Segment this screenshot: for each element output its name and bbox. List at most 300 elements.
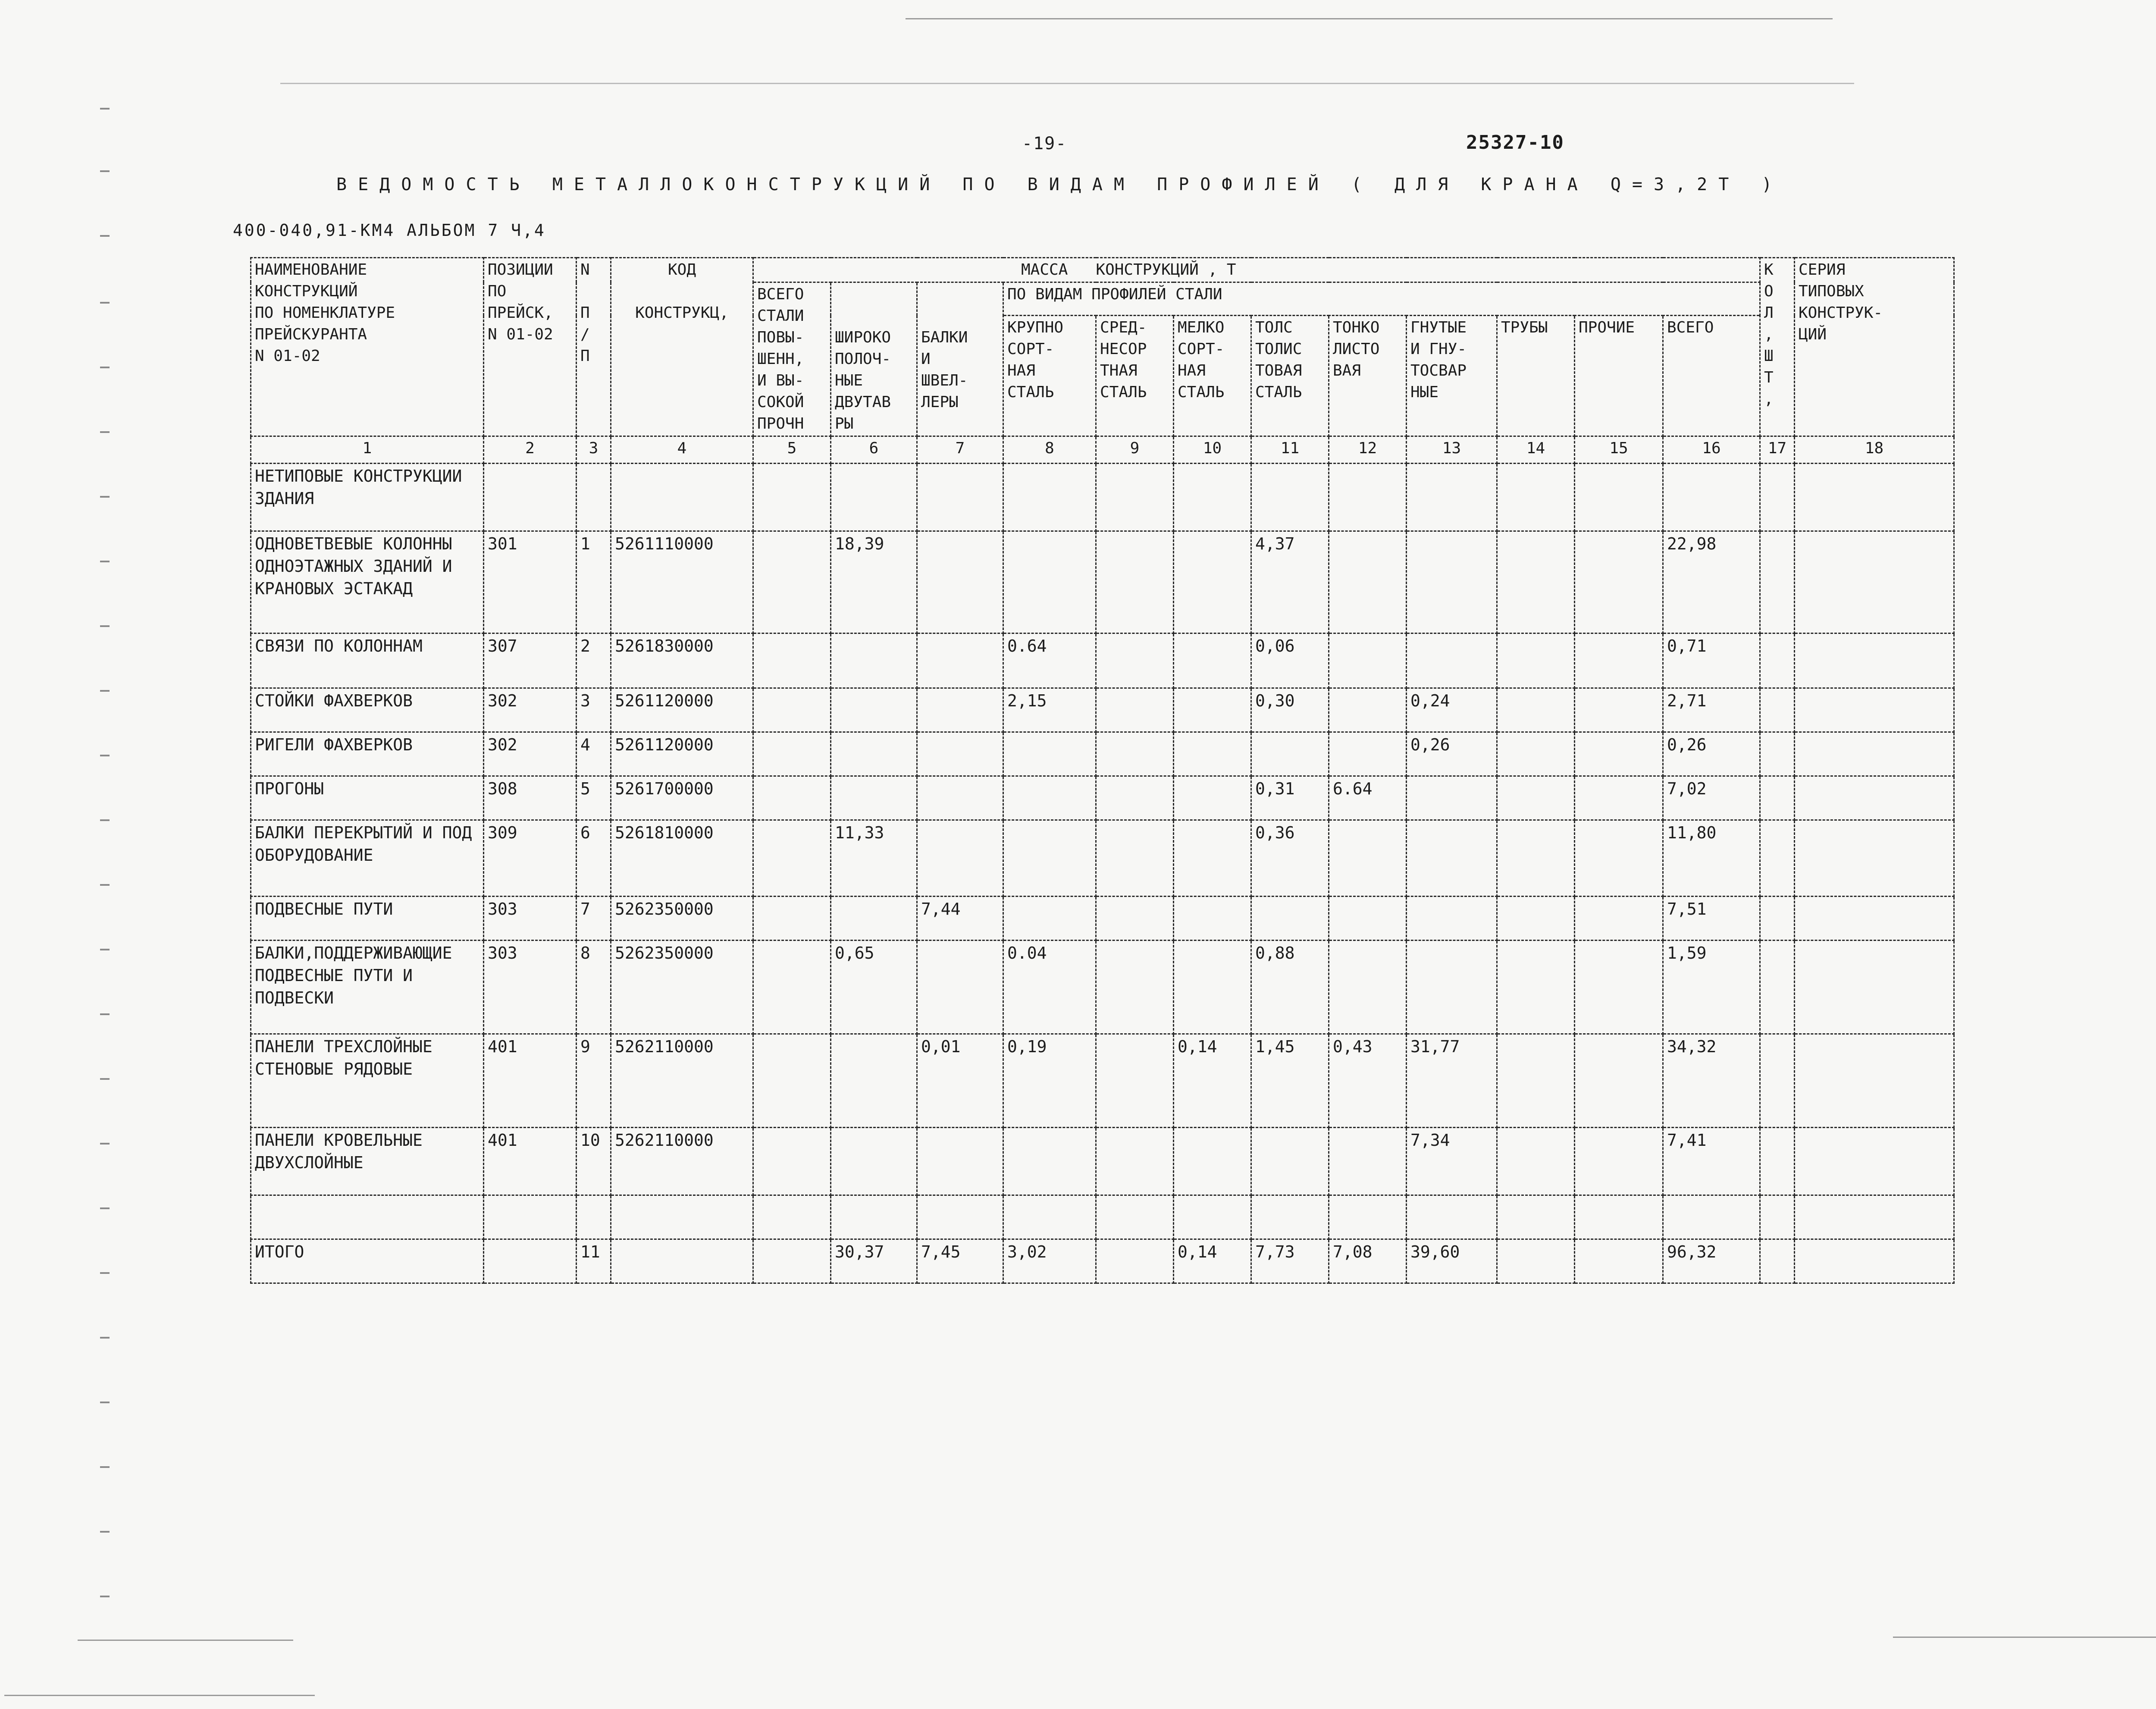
row-other bbox=[1575, 776, 1663, 820]
row-medium-section bbox=[1096, 1195, 1174, 1239]
row-number bbox=[577, 464, 611, 531]
margin-mark bbox=[100, 625, 110, 627]
margin-mark bbox=[100, 1337, 110, 1339]
margin-mark bbox=[100, 1078, 110, 1080]
sub-high-strength: ПОВЫ- ШЕНН, И ВЫ- СОКОЙ ПРОЧН bbox=[757, 329, 804, 433]
row-total bbox=[1663, 464, 1760, 531]
row-high-strength bbox=[753, 1034, 831, 1128]
row-wide-flange: 30,37 bbox=[831, 1239, 917, 1283]
table-row bbox=[251, 633, 1954, 688]
table-row bbox=[251, 732, 1954, 776]
row-beams-channels: 7,44 bbox=[917, 897, 1003, 941]
col-number: 13 bbox=[1407, 436, 1497, 464]
row-heavy-section: 3,02 bbox=[1003, 1239, 1096, 1283]
scan-top-line-2 bbox=[280, 83, 1854, 84]
col-number: 1 bbox=[251, 436, 484, 464]
row-position: 309 bbox=[484, 820, 577, 897]
row-beams-channels bbox=[917, 633, 1003, 688]
row-heavy-section: 0,19 bbox=[1003, 1034, 1096, 1128]
row-thin-sheet bbox=[1329, 688, 1407, 732]
row-series bbox=[1795, 464, 1954, 531]
row-thin-sheet bbox=[1329, 897, 1407, 941]
row-position bbox=[484, 1239, 577, 1283]
row-series bbox=[1795, 732, 1954, 776]
row-bent bbox=[1407, 941, 1497, 1034]
row-name: ОДНОВЕТВЕВЫЕ КОЛОННЫ ОДНОЭТАЖНЫХ ЗДАНИЙ И КРАНОВЫХ ЭСТАКАД bbox=[251, 531, 484, 633]
row-high-strength bbox=[753, 1195, 831, 1239]
row-heavy-section bbox=[1003, 897, 1096, 941]
row-name: БАЛКИ,ПОДДЕРЖИВАЮЩИЕ ПОДВЕСНЫЕ ПУТИ И ПОДВЕСКИ bbox=[251, 941, 484, 1034]
row-position: 401 bbox=[484, 1034, 577, 1128]
table-row bbox=[251, 1128, 1954, 1195]
margin-mark bbox=[100, 884, 110, 886]
row-medium-section bbox=[1096, 941, 1174, 1034]
row-beams-channels bbox=[917, 531, 1003, 633]
row-name bbox=[251, 1195, 484, 1239]
row-thick-sheet bbox=[1251, 1128, 1329, 1195]
row-wide-flange bbox=[831, 464, 917, 531]
row-medium-section bbox=[1096, 531, 1174, 633]
row-pipes bbox=[1497, 1128, 1575, 1195]
header-thin-sheet: ТОНКО ЛИСТО ВАЯ bbox=[1329, 316, 1407, 436]
row-pipes bbox=[1497, 464, 1575, 531]
row-wide-flange: 0,65 bbox=[831, 941, 917, 1034]
row-name: ПАНЕЛИ ТРЕХСЛОЙНЫЕ СТЕНОВЫЕ РЯДОВЫЕ bbox=[251, 1034, 484, 1128]
row-series bbox=[1795, 531, 1954, 633]
row-name: РИГЕЛИ ФАХВЕРКОВ bbox=[251, 732, 484, 776]
row-thick-sheet bbox=[1251, 897, 1329, 941]
margin-mark bbox=[100, 1466, 110, 1468]
row-series bbox=[1795, 820, 1954, 897]
row-other bbox=[1575, 897, 1663, 941]
row-total: 2,71 bbox=[1663, 688, 1760, 732]
table-row bbox=[251, 688, 1954, 732]
row-number: 4 bbox=[577, 732, 611, 776]
row-code: 5261700000 bbox=[611, 776, 753, 820]
table-row bbox=[251, 941, 1954, 1034]
row-bent bbox=[1407, 776, 1497, 820]
row-high-strength bbox=[753, 633, 831, 688]
row-medium-section bbox=[1096, 776, 1174, 820]
row-medium-section bbox=[1096, 688, 1174, 732]
row-name: ПРОГОНЫ bbox=[251, 776, 484, 820]
col-number: 4 bbox=[611, 436, 753, 464]
row-number bbox=[577, 1195, 611, 1239]
col-number: 14 bbox=[1497, 436, 1575, 464]
row-wide-flange bbox=[831, 732, 917, 776]
row-pipes bbox=[1497, 1034, 1575, 1128]
col-number: 7 bbox=[917, 436, 1003, 464]
margin-mark bbox=[100, 1143, 110, 1145]
row-position: 303 bbox=[484, 897, 577, 941]
row-high-strength bbox=[753, 732, 831, 776]
row-number: 1 bbox=[577, 531, 611, 633]
row-high-strength bbox=[753, 1128, 831, 1195]
row-position bbox=[484, 464, 577, 531]
row-light-section bbox=[1174, 531, 1251, 633]
row-position: 303 bbox=[484, 941, 577, 1034]
row-kol bbox=[1760, 897, 1795, 941]
table-row bbox=[251, 820, 1954, 897]
row-kol bbox=[1760, 1034, 1795, 1128]
header-position: ПОЗИЦИИ ПО ПРЕЙСК, N 01-02 bbox=[484, 258, 577, 436]
row-thick-sheet: 1,45 bbox=[1251, 1034, 1329, 1128]
row-other bbox=[1575, 633, 1663, 688]
row-kol bbox=[1760, 633, 1795, 688]
margin-mark bbox=[100, 235, 110, 237]
row-other bbox=[1575, 1128, 1663, 1195]
row-total: 22,98 bbox=[1663, 531, 1760, 633]
margin-mark bbox=[100, 302, 110, 304]
row-code: 5261120000 bbox=[611, 732, 753, 776]
row-pipes bbox=[1497, 688, 1575, 732]
row-number: 2 bbox=[577, 633, 611, 688]
row-code: 5261810000 bbox=[611, 820, 753, 897]
row-kol bbox=[1760, 732, 1795, 776]
mass-group-label: МАССА КОНСТРУКЦИЙ , Т bbox=[1021, 261, 1236, 279]
row-series bbox=[1795, 941, 1954, 1034]
row-thick-sheet: 7,73 bbox=[1251, 1239, 1329, 1283]
col-number: 15 bbox=[1575, 436, 1663, 464]
row-series bbox=[1795, 1195, 1954, 1239]
row-high-strength bbox=[753, 820, 831, 897]
row-wide-flange bbox=[831, 897, 917, 941]
row-thick-sheet: 0,31 bbox=[1251, 776, 1329, 820]
row-total: 0,26 bbox=[1663, 732, 1760, 776]
row-high-strength bbox=[753, 897, 831, 941]
row-number: 5 bbox=[577, 776, 611, 820]
row-other bbox=[1575, 941, 1663, 1034]
header-series: СЕРИЯ ТИПОВЫХ КОНСТРУК- ЦИЙ bbox=[1795, 258, 1954, 436]
row-code: 5262350000 bbox=[611, 897, 753, 941]
scan-bottom-line bbox=[78, 1640, 293, 1641]
col-number: 2 bbox=[484, 436, 577, 464]
row-high-strength bbox=[753, 464, 831, 531]
row-total: 7,41 bbox=[1663, 1128, 1760, 1195]
header-mass-group bbox=[753, 258, 1760, 282]
row-wide-flange bbox=[831, 633, 917, 688]
row-name: НЕТИПОВЫЕ КОНСТРУКЦИИ ЗДАНИЯ bbox=[251, 464, 484, 531]
row-bent bbox=[1407, 897, 1497, 941]
header-thick-sheet: ТОЛС ТОЛИС ТОВАЯ СТАЛЬ bbox=[1251, 316, 1329, 436]
row-bent bbox=[1407, 633, 1497, 688]
row-bent: 7,34 bbox=[1407, 1128, 1497, 1195]
row-number: 7 bbox=[577, 897, 611, 941]
column-number-row bbox=[251, 436, 1954, 464]
row-light-section bbox=[1174, 464, 1251, 531]
table-row bbox=[251, 464, 1954, 531]
margin-mark bbox=[100, 367, 110, 368]
row-series bbox=[1795, 633, 1954, 688]
table-row bbox=[251, 776, 1954, 820]
row-name: ИТОГО bbox=[251, 1239, 484, 1283]
row-total: 96,32 bbox=[1663, 1239, 1760, 1283]
document-subtitle: 400-040,91-КМ4 АЛЬБОМ 7 Ч,4 bbox=[233, 221, 546, 240]
row-pipes bbox=[1497, 1195, 1575, 1239]
row-bent: 0,24 bbox=[1407, 688, 1497, 732]
row-beams-channels bbox=[917, 776, 1003, 820]
row-thin-sheet: 0,43 bbox=[1329, 1034, 1407, 1128]
margin-mark bbox=[100, 949, 110, 950]
document-number: 25327-10 bbox=[1466, 132, 1564, 154]
row-wide-flange bbox=[831, 776, 917, 820]
row-beams-channels bbox=[917, 464, 1003, 531]
row-other bbox=[1575, 688, 1663, 732]
header-name: НАИМЕНОВАНИЕ КОНСТРУКЦИЙ ПО НОМЕНКЛАТУРЕ ПРЕЙСКУРАНТА N 01-02 bbox=[251, 258, 484, 436]
row-pipes bbox=[1497, 776, 1575, 820]
row-other bbox=[1575, 1195, 1663, 1239]
row-code: 5261830000 bbox=[611, 633, 753, 688]
margin-mark bbox=[100, 755, 110, 756]
row-thick-sheet bbox=[1251, 464, 1329, 531]
table-row bbox=[251, 1034, 1954, 1128]
row-beams-channels bbox=[917, 688, 1003, 732]
row-thick-sheet bbox=[1251, 732, 1329, 776]
row-thin-sheet bbox=[1329, 820, 1407, 897]
row-medium-section bbox=[1096, 633, 1174, 688]
row-pipes bbox=[1497, 633, 1575, 688]
row-thin-sheet: 7,08 bbox=[1329, 1239, 1407, 1283]
row-wide-flange bbox=[831, 1195, 917, 1239]
row-number: 11 bbox=[577, 1239, 611, 1283]
row-code: 5262350000 bbox=[611, 941, 753, 1034]
row-name: ПАНЕЛИ КРОВЕЛЬНЫЕ ДВУХСЛОЙНЫЕ bbox=[251, 1128, 484, 1195]
col-number: 3 bbox=[577, 436, 611, 464]
row-pipes bbox=[1497, 941, 1575, 1034]
row-heavy-section bbox=[1003, 776, 1096, 820]
document-title: ВЕДОМОСТЬ МЕТАЛЛОКОНСТРУКЦИЙ ПО ВИДАМ ПРОФИЛЕЙ ( ДЛЯ КРАНА Q=3,2Т ) bbox=[336, 175, 1783, 194]
row-beams-channels: 0,01 bbox=[917, 1034, 1003, 1128]
row-heavy-section bbox=[1003, 531, 1096, 633]
margin-mark bbox=[100, 1402, 110, 1403]
row-medium-section bbox=[1096, 1239, 1174, 1283]
row-thick-sheet bbox=[1251, 1195, 1329, 1239]
header-light-section: МЕЛКО СОРТ- НАЯ СТАЛЬ bbox=[1174, 316, 1251, 436]
row-total: 0,71 bbox=[1663, 633, 1760, 688]
margin-mark bbox=[100, 819, 110, 821]
row-series bbox=[1795, 776, 1954, 820]
col-number: 16 bbox=[1663, 436, 1760, 464]
row-light-section bbox=[1174, 897, 1251, 941]
row-thin-sheet bbox=[1329, 941, 1407, 1034]
row-high-strength bbox=[753, 941, 831, 1034]
header-kol: К О Л , Ш Т , bbox=[1760, 258, 1795, 436]
row-thick-sheet: 0,06 bbox=[1251, 633, 1329, 688]
row-heavy-section bbox=[1003, 732, 1096, 776]
row-wide-flange bbox=[831, 688, 917, 732]
row-beams-channels bbox=[917, 1128, 1003, 1195]
row-light-section bbox=[1174, 688, 1251, 732]
row-code bbox=[611, 1195, 753, 1239]
col-number: 9 bbox=[1096, 436, 1174, 464]
row-number: 3 bbox=[577, 688, 611, 732]
row-bent bbox=[1407, 820, 1497, 897]
row-other bbox=[1575, 820, 1663, 897]
row-pipes bbox=[1497, 1239, 1575, 1283]
row-kol bbox=[1760, 464, 1795, 531]
row-heavy-section: 2,15 bbox=[1003, 688, 1096, 732]
header-medium-section: СРЕД- НЕСОР ТНАЯ СТАЛЬ bbox=[1096, 316, 1174, 436]
row-pipes bbox=[1497, 820, 1575, 897]
row-light-section bbox=[1174, 941, 1251, 1034]
row-code: 5262110000 bbox=[611, 1128, 753, 1195]
header-beams-channels bbox=[917, 282, 1003, 436]
row-kol bbox=[1760, 1195, 1795, 1239]
col-number: 17 bbox=[1760, 436, 1795, 464]
row-thin-sheet bbox=[1329, 464, 1407, 531]
row-beams-channels bbox=[917, 732, 1003, 776]
row-pipes bbox=[1497, 531, 1575, 633]
row-position bbox=[484, 1195, 577, 1239]
row-total: 7,02 bbox=[1663, 776, 1760, 820]
col-number: 10 bbox=[1174, 436, 1251, 464]
row-thin-sheet bbox=[1329, 1128, 1407, 1195]
row-pipes bbox=[1497, 897, 1575, 941]
row-other bbox=[1575, 1034, 1663, 1128]
row-heavy-section: 0.04 bbox=[1003, 941, 1096, 1034]
scan-top-line bbox=[906, 18, 1833, 19]
table-row bbox=[251, 1195, 1954, 1239]
row-high-strength bbox=[753, 1239, 831, 1283]
row-bent: 31,77 bbox=[1407, 1034, 1497, 1128]
row-name: СВЯЗИ ПО КОЛОННАМ bbox=[251, 633, 484, 688]
table-row bbox=[251, 531, 1954, 633]
col-number: 18 bbox=[1795, 436, 1954, 464]
row-pipes bbox=[1497, 732, 1575, 776]
row-beams-channels bbox=[917, 1195, 1003, 1239]
row-code bbox=[611, 1239, 753, 1283]
margin-mark bbox=[100, 108, 110, 110]
row-light-section bbox=[1174, 1195, 1251, 1239]
row-number: 9 bbox=[577, 1034, 611, 1128]
row-thin-sheet: 6.64 bbox=[1329, 776, 1407, 820]
header-profiles-group: ПО ВИДАМ ПРОФИЛЕЙ СТАЛИ bbox=[1003, 282, 1760, 316]
margin-mark bbox=[100, 1272, 110, 1274]
margin-mark bbox=[100, 1013, 110, 1015]
row-bent: 39,60 bbox=[1407, 1239, 1497, 1283]
header-bent: ГНУТЫЕ И ГНУ- ТОСВАР НЫЕ bbox=[1407, 316, 1497, 436]
row-light-section: 0,14 bbox=[1174, 1034, 1251, 1128]
row-series bbox=[1795, 688, 1954, 732]
row-light-section: 0,14 bbox=[1174, 1239, 1251, 1283]
row-kol bbox=[1760, 1128, 1795, 1195]
row-wide-flange bbox=[831, 1128, 917, 1195]
row-thick-sheet: 4,37 bbox=[1251, 531, 1329, 633]
row-wide-flange bbox=[831, 1034, 917, 1128]
row-total: 1,59 bbox=[1663, 941, 1760, 1034]
margin-mark bbox=[100, 1207, 110, 1209]
row-code: 5261120000 bbox=[611, 688, 753, 732]
row-code bbox=[611, 464, 753, 531]
row-position: 308 bbox=[484, 776, 577, 820]
header-wide-flange bbox=[831, 282, 917, 436]
scan-bottom-line-3 bbox=[1893, 1637, 2156, 1638]
page-number: -19- bbox=[1022, 134, 1067, 154]
col-number: 12 bbox=[1329, 436, 1407, 464]
row-total: 11,80 bbox=[1663, 820, 1760, 897]
row-thin-sheet bbox=[1329, 1195, 1407, 1239]
row-total: 34,32 bbox=[1663, 1034, 1760, 1128]
header-heavy-section: КРУПНО СОРТ- НАЯ СТАЛЬ bbox=[1003, 316, 1096, 436]
header-code: КОД КОНСТРУКЦ, bbox=[611, 258, 753, 436]
row-bent bbox=[1407, 531, 1497, 633]
row-kol bbox=[1760, 776, 1795, 820]
row-name: ПОДВЕСНЫЕ ПУТИ bbox=[251, 897, 484, 941]
row-light-section bbox=[1174, 820, 1251, 897]
row-beams-channels: 7,45 bbox=[917, 1239, 1003, 1283]
row-code: 5261110000 bbox=[611, 531, 753, 633]
row-medium-section bbox=[1096, 820, 1174, 897]
row-other bbox=[1575, 531, 1663, 633]
row-medium-section bbox=[1096, 464, 1174, 531]
margin-mark bbox=[100, 561, 110, 562]
row-thick-sheet: 0,36 bbox=[1251, 820, 1329, 897]
row-position: 302 bbox=[484, 688, 577, 732]
margin-mark bbox=[100, 1531, 110, 1533]
row-wide-flange: 11,33 bbox=[831, 820, 917, 897]
row-number: 8 bbox=[577, 941, 611, 1034]
row-medium-section bbox=[1096, 1128, 1174, 1195]
margin-mark bbox=[100, 170, 110, 172]
sub-wide-flange: ШИРОКО ПОЛОЧ- НЫЕ ДВУТАВ РЫ bbox=[835, 329, 891, 433]
row-other bbox=[1575, 732, 1663, 776]
row-position: 301 bbox=[484, 531, 577, 633]
margin-mark bbox=[100, 431, 110, 433]
metal-structures-table bbox=[250, 257, 1955, 1284]
header-pipes: ТРУБЫ bbox=[1497, 316, 1575, 436]
row-series bbox=[1795, 897, 1954, 941]
header-total-steel bbox=[753, 282, 831, 436]
row-code: 5262110000 bbox=[611, 1034, 753, 1128]
row-medium-section bbox=[1096, 1034, 1174, 1128]
row-number: 10 bbox=[577, 1128, 611, 1195]
row-number: 6 bbox=[577, 820, 611, 897]
row-wide-flange: 18,39 bbox=[831, 531, 917, 633]
row-thin-sheet bbox=[1329, 633, 1407, 688]
row-high-strength bbox=[753, 776, 831, 820]
row-kol bbox=[1760, 688, 1795, 732]
row-series bbox=[1795, 1239, 1954, 1283]
total-steel-label: ВСЕГО СТАЛИ bbox=[757, 285, 804, 325]
row-name: БАЛКИ ПЕРЕКРЫТИЙ И ПОД ОБОРУДОВАНИЕ bbox=[251, 820, 484, 897]
row-total bbox=[1663, 1195, 1760, 1239]
row-bent: 0,26 bbox=[1407, 732, 1497, 776]
row-heavy-section bbox=[1003, 464, 1096, 531]
row-bent bbox=[1407, 1195, 1497, 1239]
margin-mark bbox=[100, 690, 110, 692]
row-position: 302 bbox=[484, 732, 577, 776]
row-thin-sheet bbox=[1329, 531, 1407, 633]
row-total: 7,51 bbox=[1663, 897, 1760, 941]
row-light-section bbox=[1174, 633, 1251, 688]
row-other bbox=[1575, 1239, 1663, 1283]
row-thin-sheet bbox=[1329, 732, 1407, 776]
col-number: 5 bbox=[753, 436, 831, 464]
col-number: 8 bbox=[1003, 436, 1096, 464]
header-other: ПРОЧИЕ bbox=[1575, 316, 1663, 436]
row-beams-channels bbox=[917, 820, 1003, 897]
row-heavy-section bbox=[1003, 1195, 1096, 1239]
row-bent bbox=[1407, 464, 1497, 531]
margin-mark bbox=[100, 1596, 110, 1597]
header-n: N П / П bbox=[577, 258, 611, 436]
row-light-section bbox=[1174, 776, 1251, 820]
row-kol bbox=[1760, 1239, 1795, 1283]
row-thick-sheet: 0,88 bbox=[1251, 941, 1329, 1034]
col-number: 6 bbox=[831, 436, 917, 464]
row-high-strength bbox=[753, 688, 831, 732]
sub-beams-channels: БАЛКИ И ШВЕЛ- ЛЕРЫ bbox=[921, 329, 968, 411]
